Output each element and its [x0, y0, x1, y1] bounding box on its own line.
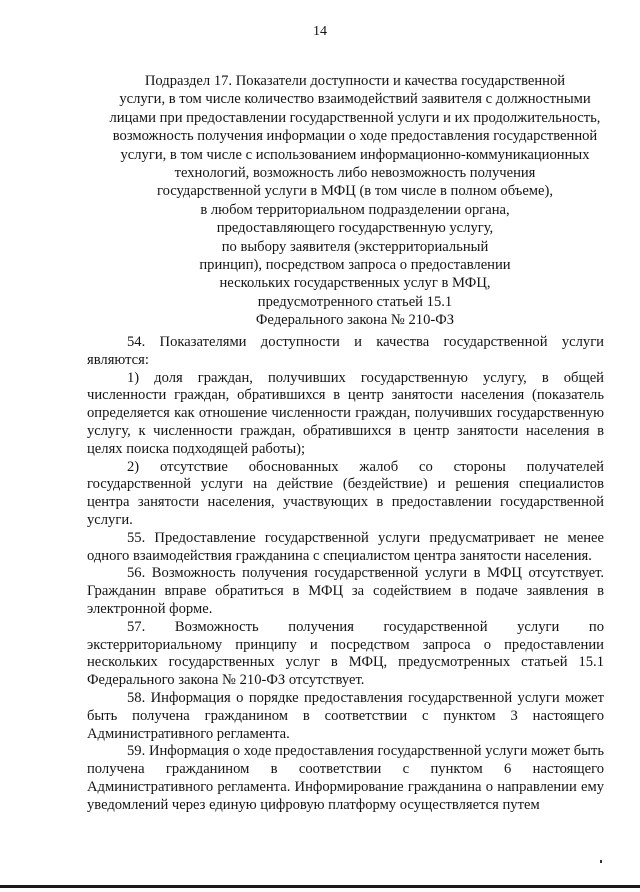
- heading-line: лицами при предоставлении государственной услуги и их продолжительность,: [109, 109, 601, 126]
- scan-edge-line: [0, 885, 640, 888]
- paragraph-54-item-2: 2) отсутствие обоснованных жалоб со стороны получателей государственной услуги на действие (бездействие) и решения специалистов центра занятости населения, участвующих в предоставлении государственной услуги.: [87, 458, 604, 528]
- paragraph-57: 57. Возможность получения государственной услуги по экстерриториальному принципу и посредством запроса о предоставлении нескольких государственных услуг в МФЦ, предусмотренных статьей 15.1 Федерального закона № 210-ФЗ отсутствует.: [87, 618, 604, 689]
- paragraph-54-item-1: 1) доля граждан, получивших государственную услугу, в общей численности граждан, обратившихся в центр занятости населения (показатель определяется как отношение численности граждан, получивших государственную услугу, к численности граждан, обратившихся в центр занятости населения в целях поиска подходящей работы);: [87, 369, 604, 457]
- heading-line: в любом территориальном подразделении органа,: [200, 201, 510, 218]
- page-number: 14: [313, 24, 327, 39]
- heading-line: нескольких государственных услуг в МФЦ,: [219, 275, 491, 292]
- heading-line: технологий, возможность либо невозможность получения: [174, 165, 536, 182]
- section-heading: [95, 72, 615, 330]
- paragraph-55: 55. Предоставление государственной услуги предусматривает не менее одного взаимодействия гражданина с специалистом центра занятости населения.: [87, 529, 604, 564]
- heading-line: возможность получения информации о ходе предоставления государственной: [112, 128, 598, 145]
- document-body: [87, 334, 604, 815]
- paragraph-58: 58. Информация о порядке предоставления государственной услуги может быть получена гражданином в соответствии с пунктом 3 настоящего Административного регламента.: [87, 689, 604, 742]
- heading-line: Федерального закона № 210-ФЗ: [255, 312, 455, 329]
- paragraph-59: 59. Информация о ходе предоставления государственной услуги может быть получена гражданином в соответствии с пунктом 6 настоящего Административного регламента. Информирование гражданина о направлении ему уведомлений через единую цифровую платформу осуществляется путем: [87, 743, 604, 813]
- heading-line: услуги, в том числе с использованием информационно-коммуникационных: [120, 146, 590, 163]
- heading-line: по выбору заявителя (экстерриториальный: [221, 238, 489, 255]
- heading-line: Подраздел 17. Показатели доступности и качества государственной: [144, 73, 566, 89]
- heading-line: государственной услуги в МФЦ (в том числе в полном объеме),: [156, 183, 554, 200]
- heading-line: услуги, в том числе количество взаимодействий заявителя с должностными: [119, 91, 591, 108]
- heading-line: предоставляющего государственную услугу,: [216, 220, 494, 237]
- scan-speck: [600, 860, 602, 863]
- paragraph-56: 56. Возможность получения государственной услуги в МФЦ отсутствует. Гражданин вправе обратиться в МФЦ за содействием в подаче заявления в электронной форме.: [87, 565, 604, 617]
- paragraph-54: 54. Показателями доступности и качества государственной услуги являются:: [87, 334, 604, 368]
- heading-line: предусмотренного статьей 15.1: [257, 293, 453, 310]
- heading-line: принцип), посредством запроса о предоставлении: [199, 257, 511, 274]
